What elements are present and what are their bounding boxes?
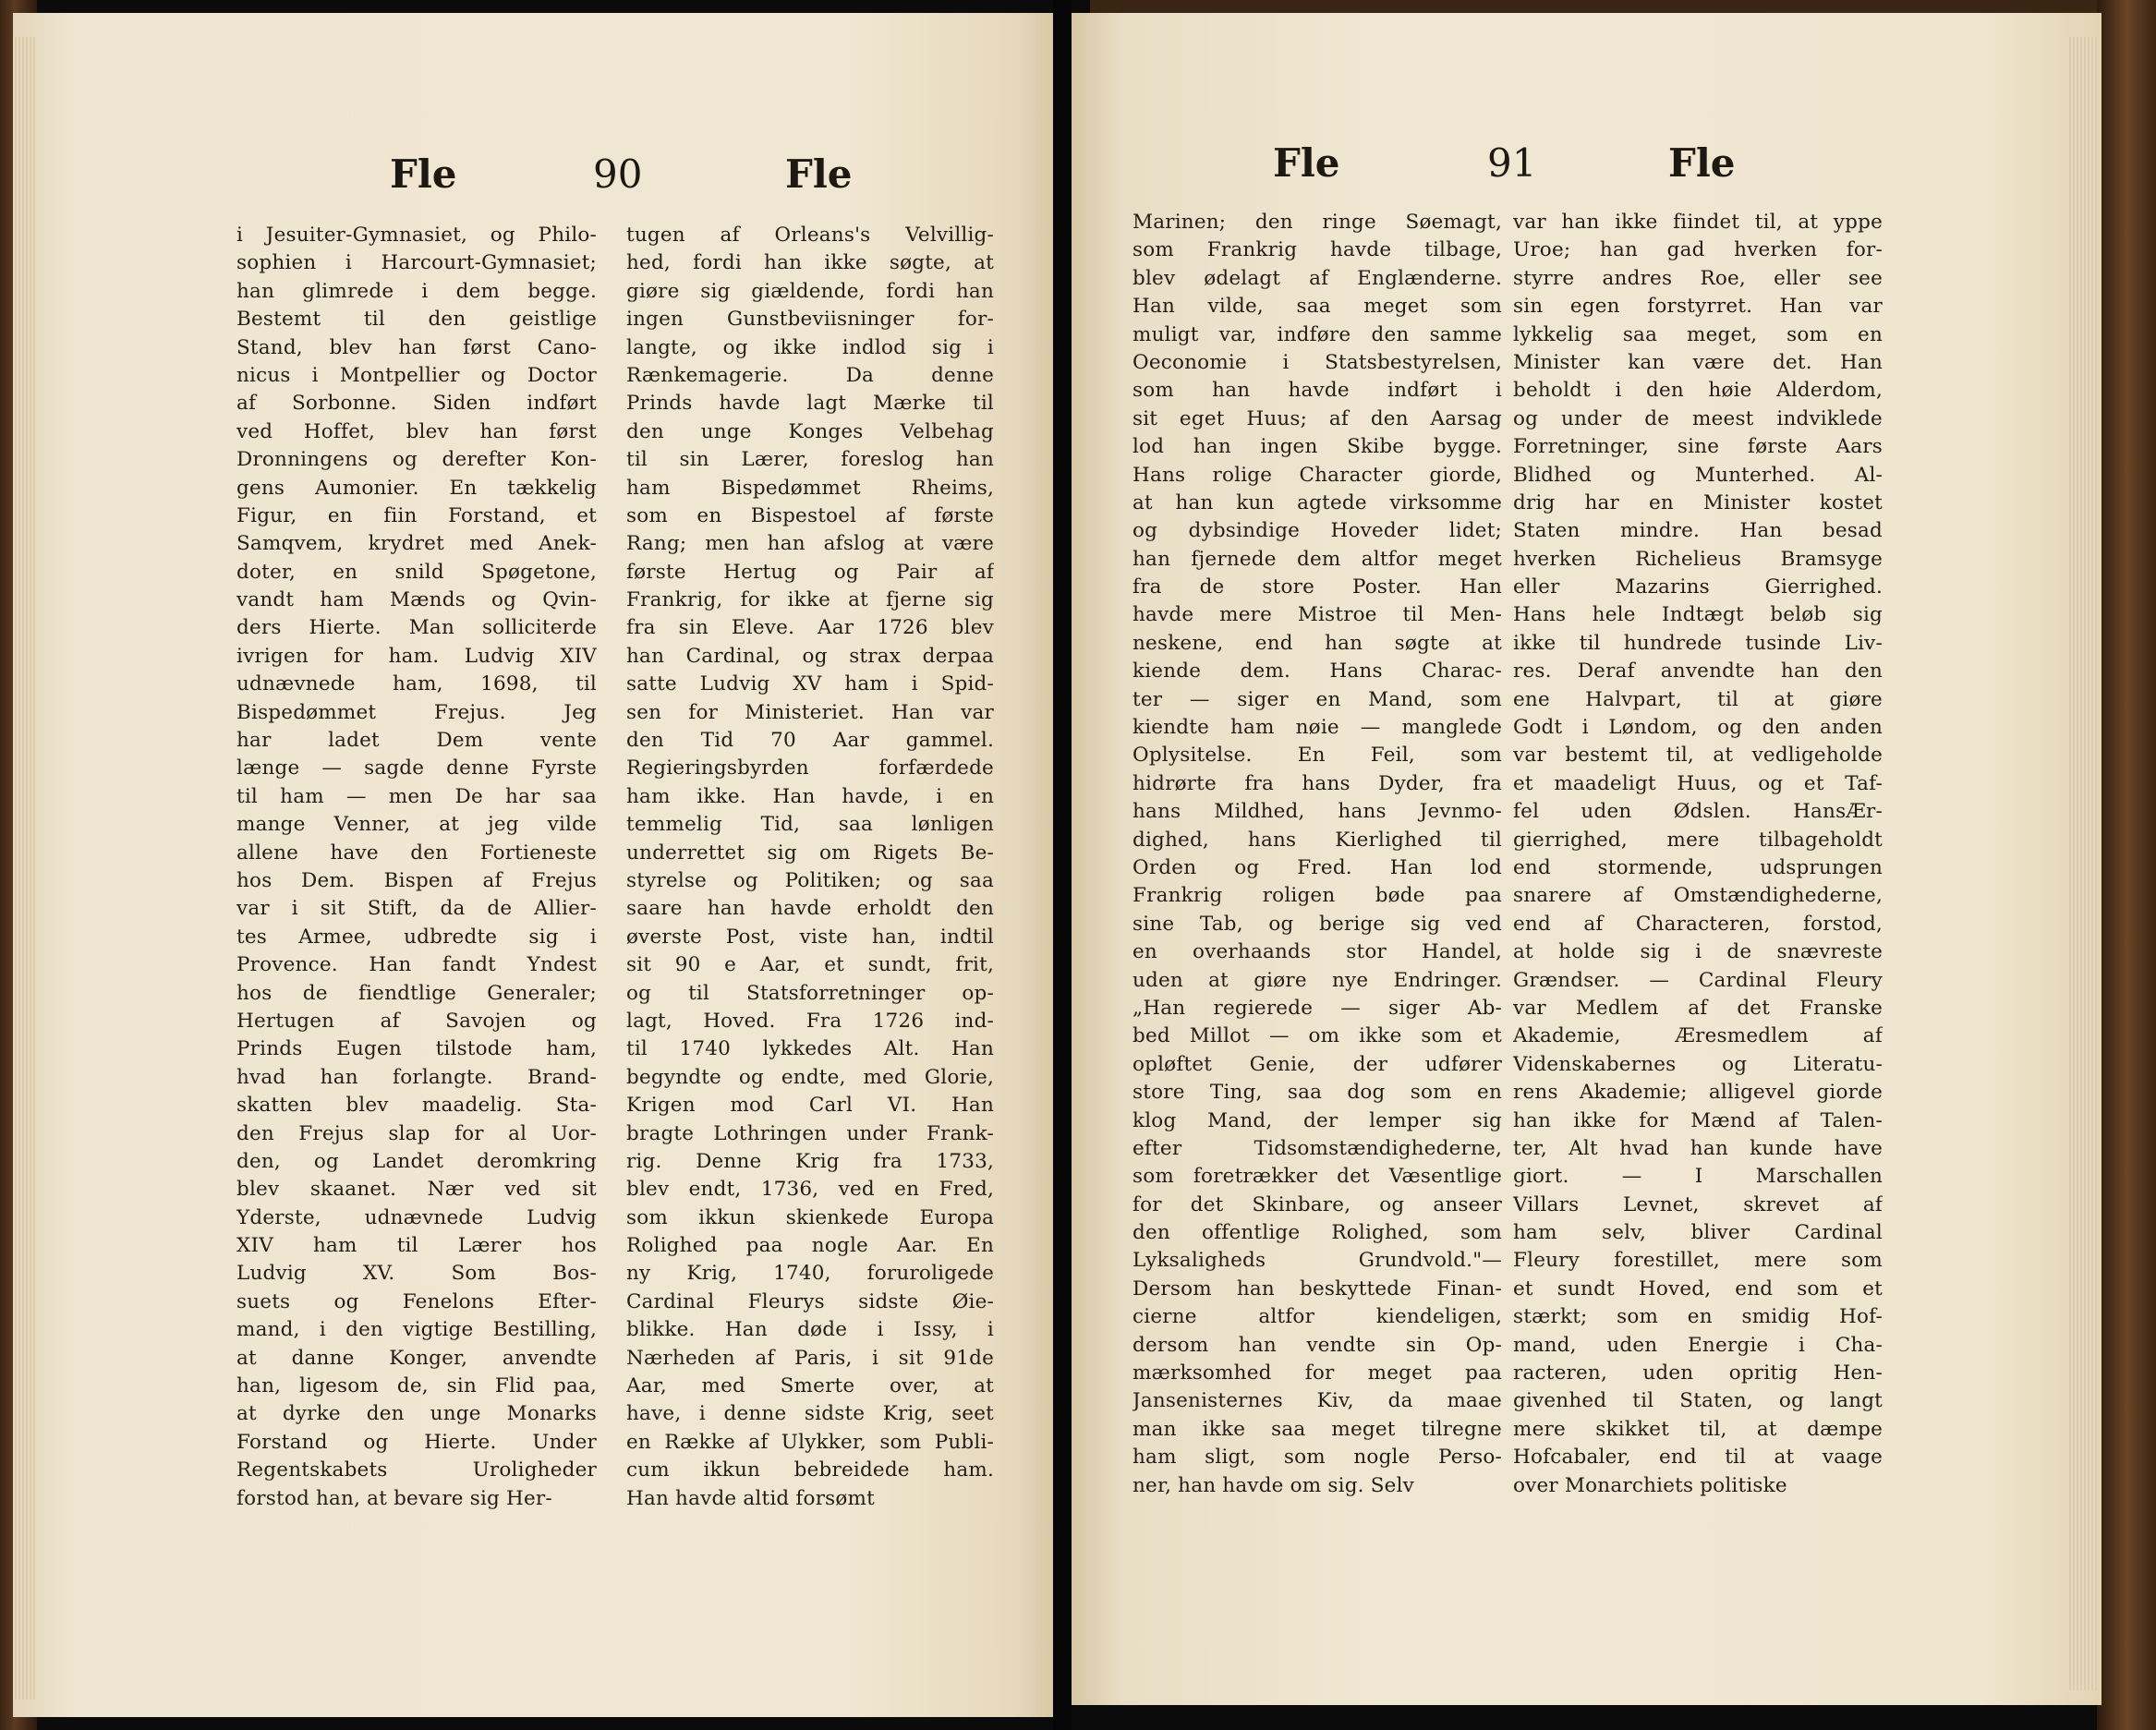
text-line: Hofcabaler, end til at vaage xyxy=(1513,1446,1883,1470)
text-line: satte Ludvig XV ham i Spid- xyxy=(626,672,994,696)
text-line: fra sin Eleve. Aar 1726 blev xyxy=(626,616,994,640)
right-page-column-1 xyxy=(1133,209,1502,1500)
text-line: ders Hierte. Man solliciterde xyxy=(236,616,597,640)
text-line: Jansenisternes Kiv, da maae xyxy=(1133,1389,1502,1413)
text-line: hed, fordi han ikke søgte, at xyxy=(626,251,994,275)
text-line: fel uden Ødslen. HansÆr- xyxy=(1513,800,1883,824)
text-line: første Hertug og Pair af xyxy=(626,560,994,584)
text-line: cierne altfor kiendeligen, xyxy=(1133,1305,1502,1329)
text-line: som ikkun skienkede Europa xyxy=(626,1205,994,1229)
text-line: ter, Alt hvad han kunde have xyxy=(1513,1136,1883,1160)
text-line: sophien i Harcourt-Gymnasiet; xyxy=(236,251,597,275)
text-line: blev endt, 1736, ved en Fred, xyxy=(626,1178,994,1202)
header-word-right: Fle xyxy=(1668,140,1736,186)
text-line: ene Halvpart, til at giøre xyxy=(1513,687,1883,711)
left-page-header xyxy=(13,151,1053,216)
text-line: neskene, end han søgte at xyxy=(1133,631,1502,655)
text-line: begyndte og endte, med Glorie, xyxy=(626,1065,994,1089)
text-line: Figur, en fiin Forstand, et xyxy=(236,503,597,527)
text-line: mere skikket til, at dæmpe xyxy=(1513,1417,1883,1441)
text-line: kiendte ham nøie — manglede xyxy=(1133,716,1502,740)
text-line: til 1740 lykkedes Alt. Han xyxy=(626,1037,994,1061)
text-line: skatten blev maadelig. Sta- xyxy=(236,1094,597,1118)
text-line: Provence. Han fandt Yndest xyxy=(236,953,597,977)
text-line: gierrighed, mere tilbageholdt xyxy=(1513,828,1883,852)
text-line: ham ikke. Han havde, i en xyxy=(626,784,994,808)
text-line: Marinen; den ringe Søemagt, xyxy=(1133,211,1502,234)
text-line: ham Bispedømmet Rheims, xyxy=(626,476,994,500)
text-line: mærksomhed for meget paa xyxy=(1133,1361,1502,1385)
text-line: styrelse og Politiken; og saa xyxy=(626,868,994,892)
text-line: af Sorbonne. Siden indført xyxy=(236,392,597,416)
page-number: 90 xyxy=(593,151,643,197)
text-line: den Frejus slap for al Uor- xyxy=(236,1121,597,1145)
text-line: doter, en snild Spøgetone, xyxy=(236,560,597,584)
text-line: Villars Levnet, skrevet af xyxy=(1513,1192,1883,1216)
text-line: dersom han vendte sin Op- xyxy=(1133,1333,1502,1357)
text-line: klog Mand, der lemper sig xyxy=(1133,1108,1502,1132)
text-line: Videnskabernes og Literatu- xyxy=(1513,1052,1883,1076)
text-line: den unge Konges Velbehag xyxy=(626,419,994,443)
text-line: Yderste, udnævnede Ludvig xyxy=(236,1205,597,1229)
text-line: gens Aumonier. En tækkelig xyxy=(236,476,597,500)
text-line: kiende dem. Hans Charac- xyxy=(1133,659,1502,684)
text-line: Blidhed og Munterhed. Al- xyxy=(1513,463,1883,487)
text-line: ner, han havde om sig. Selv xyxy=(1133,1473,1415,1497)
text-line: Nærheden af Paris, i sit 91de xyxy=(626,1346,994,1370)
text-line: hos Dem. Bispen af Frejus xyxy=(236,868,597,892)
text-line: Uroe; han gad hverken for- xyxy=(1513,238,1883,262)
text-line: Han vilde, saa meget som xyxy=(1133,295,1502,319)
text-line: i Jesuiter-Gymnasiet, og Philo- xyxy=(236,224,597,247)
text-line: Fleury forestillet, mere som xyxy=(1513,1249,1883,1273)
text-line: allene have den Fortieneste xyxy=(236,841,597,865)
text-line: at han kun agtede virksomme xyxy=(1133,490,1502,514)
left-page-column-2 xyxy=(626,222,994,1513)
text-line: som en Bispestoel af første xyxy=(626,503,994,527)
page-stack-left xyxy=(13,37,35,1700)
text-line: saare han havde erholdt den xyxy=(626,897,994,921)
right-page-header xyxy=(1072,140,2101,205)
text-line: Prinds Eugen tilstode ham, xyxy=(236,1037,597,1061)
text-line: ter — siger en Mand, som xyxy=(1133,687,1502,711)
text-line: „Han regierede — siger Ab- xyxy=(1133,996,1502,1020)
text-line: og til Statsforretninger op- xyxy=(626,981,994,1005)
text-line: store Ting, saa dog som en xyxy=(1133,1081,1502,1105)
text-line: man ikke saa meget tilregne xyxy=(1133,1417,1502,1441)
text-line: udnævnede ham, 1698, til xyxy=(236,672,597,696)
text-line: blev skaanet. Nær ved sit xyxy=(236,1178,597,1202)
text-line: Hertugen af Savojen og xyxy=(236,1009,597,1033)
text-line: bed Millot — om ikke som et xyxy=(1133,1024,1502,1048)
text-line: Oplysitelse. En Feil, som xyxy=(1133,744,1502,768)
text-line: forstod han, at bevare sig Her- xyxy=(236,1486,552,1510)
cover-edge-top xyxy=(1090,0,2156,13)
text-line: den Tid 70 Aar gammel. xyxy=(626,729,994,753)
text-line: sen for Ministeriet. Han var xyxy=(626,700,994,724)
text-line: til sin Lærer, foreslog han xyxy=(626,448,994,472)
text-line: et maadeligt Huus, og et Taf- xyxy=(1513,771,1883,795)
text-line: snarere af Omstændighederne, xyxy=(1513,884,1883,908)
text-line: Oeconomie i Statsbestyrelsen, xyxy=(1133,350,1502,374)
text-line: giøre sig giældende, fordi han xyxy=(626,279,994,303)
page-stack-right xyxy=(2067,37,2097,1690)
text-line: giort. — I Marschallen xyxy=(1513,1165,1883,1189)
text-line: underrettet sig om Rigets Be- xyxy=(626,841,994,865)
text-line: ham sligt, som nogle Perso- xyxy=(1133,1446,1502,1470)
text-line: Frankrig, for ikke at fjerne sig xyxy=(626,588,994,612)
text-line: lagt, Hoved. Fra 1726 ind- xyxy=(626,1009,994,1033)
text-line: opløftet Genie, der udfører xyxy=(1133,1052,1502,1076)
text-line: han fjernede dem altfor meget xyxy=(1133,547,1502,571)
text-line: at holde sig i de snævreste xyxy=(1513,940,1883,964)
text-line: den, og Landet deromkring xyxy=(236,1149,597,1173)
left-page xyxy=(13,13,1053,1717)
text-line: rens Akademie; alligevel giorde xyxy=(1513,1081,1883,1105)
text-line: langte, og ikke indlod sig i xyxy=(626,335,994,359)
text-line: ivrigen for ham. Ludvig XIV xyxy=(236,644,597,668)
text-line: givenhed til Staten, og langt xyxy=(1513,1389,1883,1413)
text-line: Forretninger, sine første Aars xyxy=(1513,435,1883,459)
text-line: lykkelig saa meget, som en xyxy=(1513,322,1883,346)
text-line: øverste Post, viste han, indtil xyxy=(626,925,994,949)
page-number: 91 xyxy=(1487,140,1537,186)
text-line: Minister kan være det. Han xyxy=(1513,350,1883,374)
text-line: ikke til hundrede tusinde Liv- xyxy=(1513,631,1883,655)
text-line: var i sit Stift, da de Allier- xyxy=(236,897,597,921)
text-line: hvad han forlangte. Brand- xyxy=(236,1065,597,1089)
header-word-left: Fle xyxy=(1273,140,1340,186)
text-line: ny Krig, 1740, foruroligede xyxy=(626,1262,994,1286)
text-line: efter Tidsomstændighederne, xyxy=(1133,1136,1502,1160)
text-line: mange Venner, at jeg vilde xyxy=(236,813,597,837)
text-line: Aar, med Smerte over, at xyxy=(626,1374,994,1398)
text-line: og dybsindige Hoveder lidet; xyxy=(1133,519,1502,543)
text-line: Ludvig XV. Som Bos- xyxy=(236,1262,597,1286)
text-line: Staten mindre. Han besad xyxy=(1513,519,1883,543)
text-line: Bispedømmet Frejus. Jeg xyxy=(236,700,597,724)
text-line: have, i denne sidste Krig, seet xyxy=(626,1402,994,1426)
text-line: Grændser. — Cardinal Fleury xyxy=(1513,968,1883,992)
text-line: uden at giøre nye Endringer. xyxy=(1133,968,1502,992)
text-line: nicus i Montpellier og Doctor xyxy=(236,363,597,387)
text-line: Prinds havde lagt Mærke til xyxy=(626,392,994,416)
text-line: Hans rolige Character giorde, xyxy=(1133,463,1502,487)
text-line: end af Characteren, forstod, xyxy=(1513,912,1883,936)
text-line: Frankrig roligen bøde paa xyxy=(1133,884,1502,908)
text-line: lod han ingen Skibe bygge. xyxy=(1133,435,1502,459)
text-line: og under de meest indviklede xyxy=(1513,406,1883,430)
text-line: muligt var, indføre den samme xyxy=(1133,322,1502,346)
text-line: blikke. Han døde i Issy, i xyxy=(626,1318,994,1342)
text-line: sit 90 e Aar, et sundt, frit, xyxy=(626,953,994,977)
text-line: som foretrækker det Væsentlige xyxy=(1133,1165,1502,1189)
text-line: at danne Konger, anvendte xyxy=(236,1346,597,1370)
right-page-column-2 xyxy=(1513,209,1883,1500)
text-line: Hans hele Indtægt beløb sig xyxy=(1513,603,1883,627)
text-line: end stormende, udsprungen xyxy=(1513,855,1883,879)
text-line: sine Tab, og berige sig ved xyxy=(1133,912,1502,936)
text-line: var bestemt til, at vedligeholde xyxy=(1513,744,1883,768)
text-line: XIV ham til Lærer hos xyxy=(236,1234,597,1258)
text-line: at dyrke den unge Monarks xyxy=(236,1402,597,1426)
text-line: sit eget Huus; af den Aarsag xyxy=(1133,406,1502,430)
text-line: dighed, hans Kierlighed til xyxy=(1133,828,1502,852)
text-line: ved Hoffet, blev han først xyxy=(236,419,597,443)
right-page xyxy=(1072,13,2101,1705)
text-line: den offentlige Rolighed, som xyxy=(1133,1221,1502,1245)
text-line: som Frankrig havde tilbage, xyxy=(1133,238,1502,262)
text-line: hverken Richelieus Bramsyge xyxy=(1513,547,1883,571)
text-line: sin egen forstyrret. Han var xyxy=(1513,295,1883,319)
text-line: han Cardinal, og strax derpaa xyxy=(626,644,994,668)
text-line: hidrørte fra hans Dyder, fra xyxy=(1133,771,1502,795)
text-line: en overhaands stor Handel, xyxy=(1133,940,1502,964)
text-line: længe — sagde denne Fyrste xyxy=(236,756,597,780)
text-line: temmelig Tid, saa lønligen xyxy=(626,813,994,837)
text-line: blev ødelagt af Englænderne. xyxy=(1133,266,1502,290)
text-line: ham selv, bliver Cardinal xyxy=(1513,1221,1883,1245)
text-line: til ham — men De har saa xyxy=(236,784,597,808)
text-line: hos de fiendtlige Generaler; xyxy=(236,981,597,1005)
text-line: fra de store Poster. Han xyxy=(1133,575,1502,599)
text-line: Dersom han beskyttede Finan- xyxy=(1133,1276,1502,1301)
header-word-right: Fle xyxy=(785,151,853,197)
text-line: tes Armee, udbredte sig i xyxy=(236,925,597,949)
text-line: Krigen mod Carl VI. Han xyxy=(626,1094,994,1118)
text-line: var han ikke fiindet til, at yppe xyxy=(1513,211,1883,234)
text-line: cum ikkun bebreidede ham. xyxy=(626,1458,994,1482)
text-line: en Række af Ulykker, som Publi- xyxy=(626,1430,994,1454)
text-line: over Monarchiets politiske xyxy=(1513,1473,1787,1497)
text-line: Orden og Fred. Han lod xyxy=(1133,855,1502,879)
text-line: har ladet Dem vente xyxy=(236,729,597,753)
text-line: res. Deraf anvendte han den xyxy=(1513,659,1883,684)
text-line: Rolighed paa nogle Aar. En xyxy=(626,1234,994,1258)
text-line: Akademie, Æresmedlem af xyxy=(1513,1024,1883,1048)
text-line: Rang; men han afslog at være xyxy=(626,532,994,556)
text-line: mand, i den vigtige Bestilling, xyxy=(236,1318,597,1342)
text-line: Han havde altid forsømt xyxy=(626,1486,875,1510)
text-line: suets og Fenelons Efter- xyxy=(236,1289,597,1313)
text-line: Rænkemagerie. Da denne xyxy=(626,363,994,387)
text-line: beholdt i den høie Alderdom, xyxy=(1513,379,1883,403)
text-line: hans Mildhed, hans Jevnmo- xyxy=(1133,800,1502,824)
text-line: Forstand og Hierte. Under xyxy=(236,1430,597,1454)
text-line: for det Skinbare, og anseer xyxy=(1133,1192,1502,1216)
left-page-column-1 xyxy=(236,222,597,1513)
gutter xyxy=(1053,0,1072,1730)
text-line: Regentskabets Uroligheder xyxy=(236,1458,597,1482)
text-line: havde mere Mistroe til Men- xyxy=(1133,603,1502,627)
text-line: Dronningens og derefter Kon- xyxy=(236,448,597,472)
text-line: Regieringsbyrden forfærdede xyxy=(626,756,994,780)
text-line: styrre andres Roe, eller see xyxy=(1513,266,1883,290)
text-line: racteren, uden opritig Hen- xyxy=(1513,1361,1883,1385)
text-line: som han havde indført i xyxy=(1133,379,1502,403)
cover-edge-right xyxy=(2097,0,2156,1730)
text-line: mand, uden Energie i Cha- xyxy=(1513,1333,1883,1357)
text-line: han ikke for Mænd af Talen- xyxy=(1513,1108,1883,1132)
text-line: Godt i Løndom, og den anden xyxy=(1513,716,1883,740)
text-line: stærkt; som en smidig Hof- xyxy=(1513,1305,1883,1329)
text-line: vandt ham Mænds og Qvin- xyxy=(236,588,597,612)
text-line: Samqvem, krydret med Anek- xyxy=(236,532,597,556)
text-line: Lyksaligheds Grundvold."— xyxy=(1133,1249,1502,1273)
text-line: ingen Gunstbeviisninger for- xyxy=(626,308,994,332)
text-line: var Medlem af det Franske xyxy=(1513,996,1883,1020)
text-line: eller Mazarins Gierrighed. xyxy=(1513,575,1883,599)
text-line: han, ligesom de, sin Flid paa, xyxy=(236,1374,597,1398)
text-line: han glimrede i dem begge. xyxy=(236,279,597,303)
text-line: rig. Denne Krig fra 1733, xyxy=(626,1149,994,1173)
text-line: et sundt Hoved, end som et xyxy=(1513,1276,1883,1301)
header-word-left: Fle xyxy=(390,151,457,197)
text-line: Stand, blev han først Cano- xyxy=(236,335,597,359)
text-line: bragte Lothringen under Frank- xyxy=(626,1121,994,1145)
text-line: tugen af Orleans's Velvillig- xyxy=(626,224,994,247)
text-line: Cardinal Fleurys sidste Øie- xyxy=(626,1289,994,1313)
text-line: drig har en Minister kostet xyxy=(1513,490,1883,514)
text-line: Bestemt til den geistlige xyxy=(236,308,597,332)
